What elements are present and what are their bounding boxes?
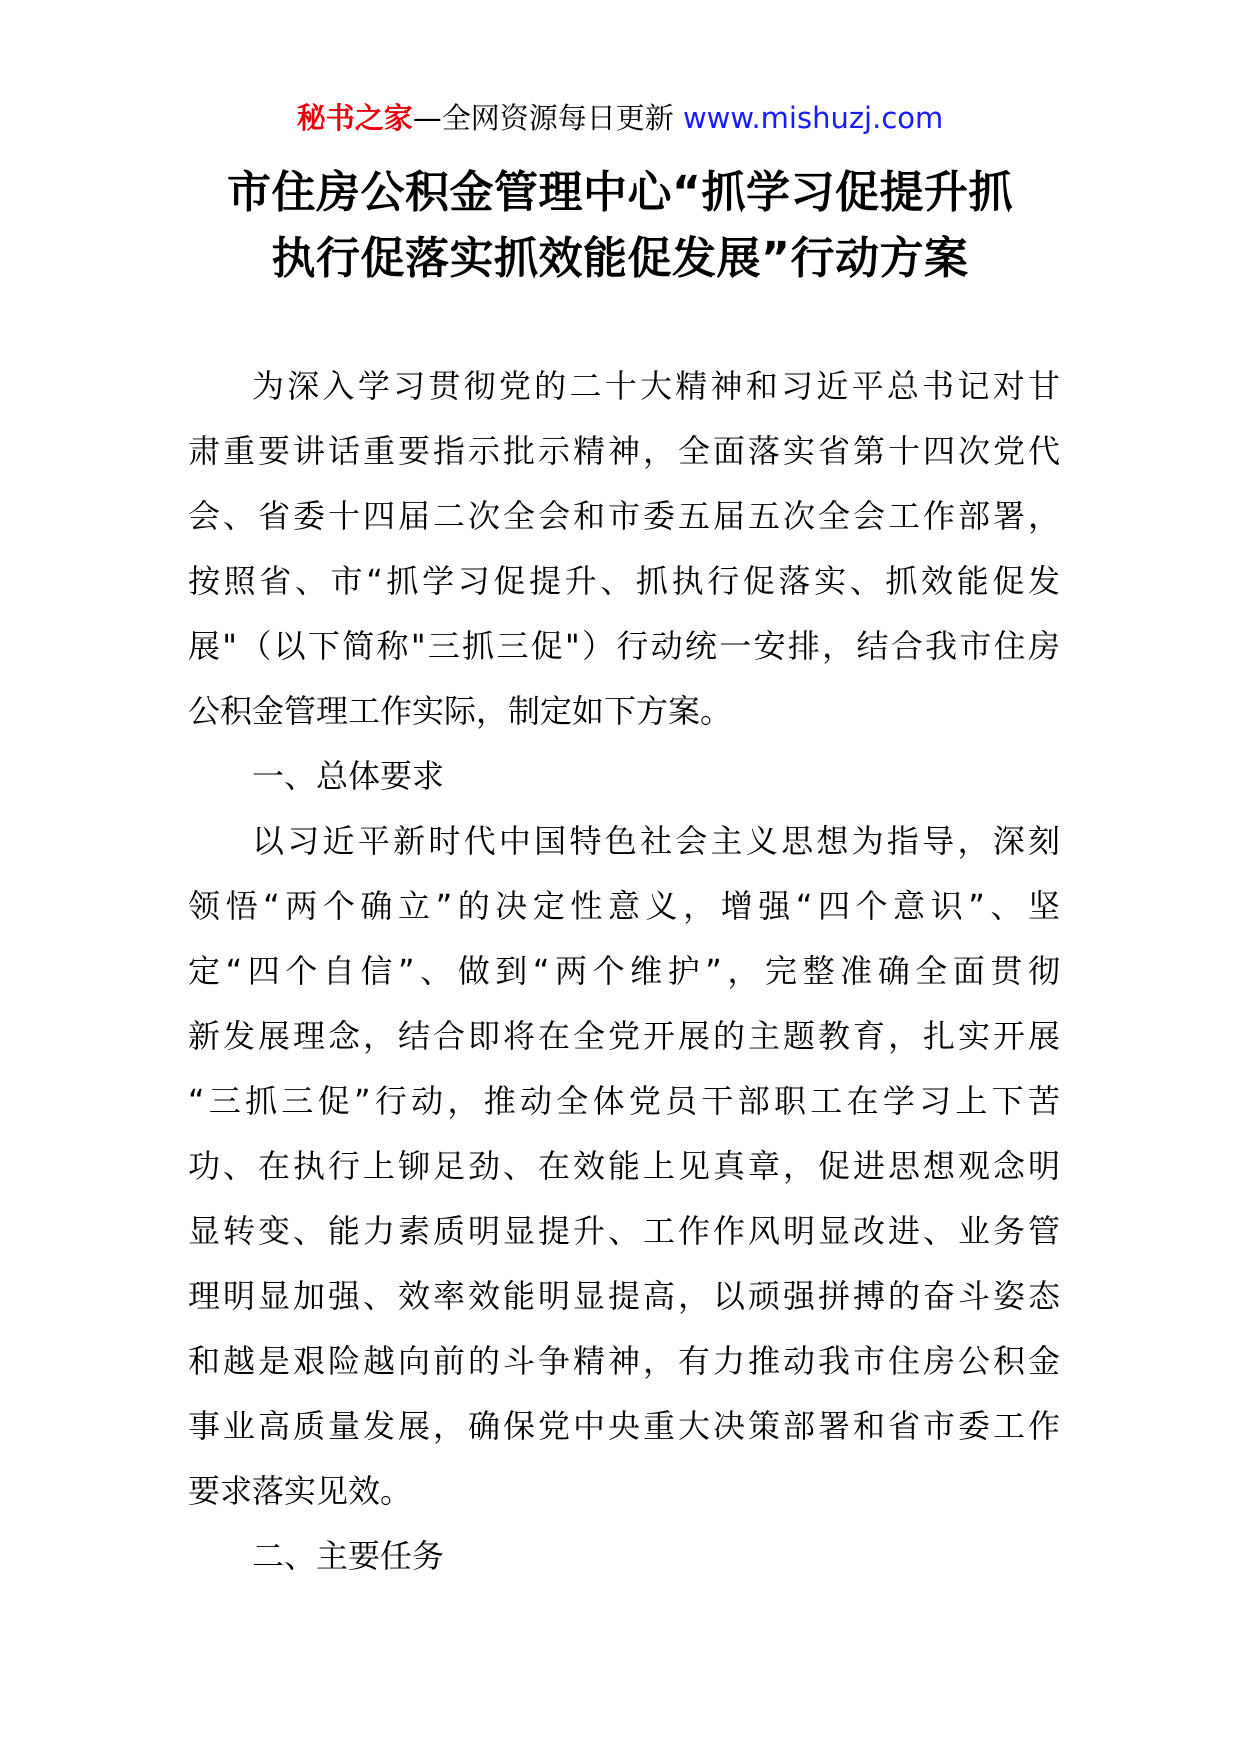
section1-line: 理明显加强、效率效能明显提高，以顽强拼搏的奋斗姿态 (188, 1277, 1060, 1315)
intro-line: 公积金管理工作实际，制定如下方案。 (188, 692, 733, 730)
section1-line: 事业高质量发展，确保党中央重大决策部署和省市委工作 (188, 1407, 1060, 1445)
site-url-link[interactable]: www.mishuzj.com (682, 101, 944, 135)
intro-line: 展"（以下简称"三抓三促"）行动统一安排，结合我市住房 (188, 627, 1060, 665)
section1-line: 和越是艰险越向前的斗争精神，有力推动我市住房公积金 (188, 1342, 1060, 1380)
document-body (188, 354, 1060, 1589)
document-title (150, 160, 1090, 292)
title-line-2: 执行促落实抓效能促发展”行动方案 (271, 233, 969, 284)
section-heading-overall-requirements: 一、总体要求 (252, 757, 445, 795)
intro-line: 肃重要讲话重要指示批示精神，全面落实省第十四次党代 (188, 432, 1060, 470)
section1-line: 显转变、能力素质明显提升、工作作风明显改进、业务管 (188, 1212, 1060, 1250)
section1-line: 要求落实见效。 (188, 1472, 413, 1510)
section1-paragraph (188, 809, 1060, 1524)
title-line-1: 市住房公积金管理中心“抓学习促提升抓 (227, 167, 1013, 218)
intro-line: 按照省、市“抓学习促提升、抓执行促落实、抓效能促发 (188, 562, 1060, 600)
site-slogan: —全网资源每日更新 (412, 101, 683, 135)
intro-line: 为深入学习贯彻党的二十大精神和习近平总书记对甘 (252, 367, 1060, 405)
intro-paragraph (188, 354, 1060, 744)
site-brand: 秘书之家 (296, 101, 413, 135)
section1-line: 以习近平新时代中国特色社会主义思想为指导，深刻 (252, 822, 1060, 860)
section-heading-main-tasks: 二、主要任务 (252, 1537, 445, 1575)
section1-line: 功、在执行上铆足劲、在效能上见真章，促进思想观念明 (188, 1147, 1060, 1185)
section1-line: “三抓三促”行动，推动全体党员干部职工在学习上下苦 (188, 1082, 1060, 1120)
section1-line: 新发展理念，结合即将在全党开展的主题教育，扎实开展 (188, 1017, 1060, 1055)
site-header (0, 98, 1240, 138)
section1-line: 定“四个自信”、做到“两个维护”，完整准确全面贯彻 (188, 952, 1060, 990)
section1-line: 领悟“两个确立”的决定性意义，增强“四个意识”、坚 (188, 887, 1060, 925)
intro-line: 会、省委十四届二次全会和市委五届五次全会工作部署， (188, 497, 1060, 535)
